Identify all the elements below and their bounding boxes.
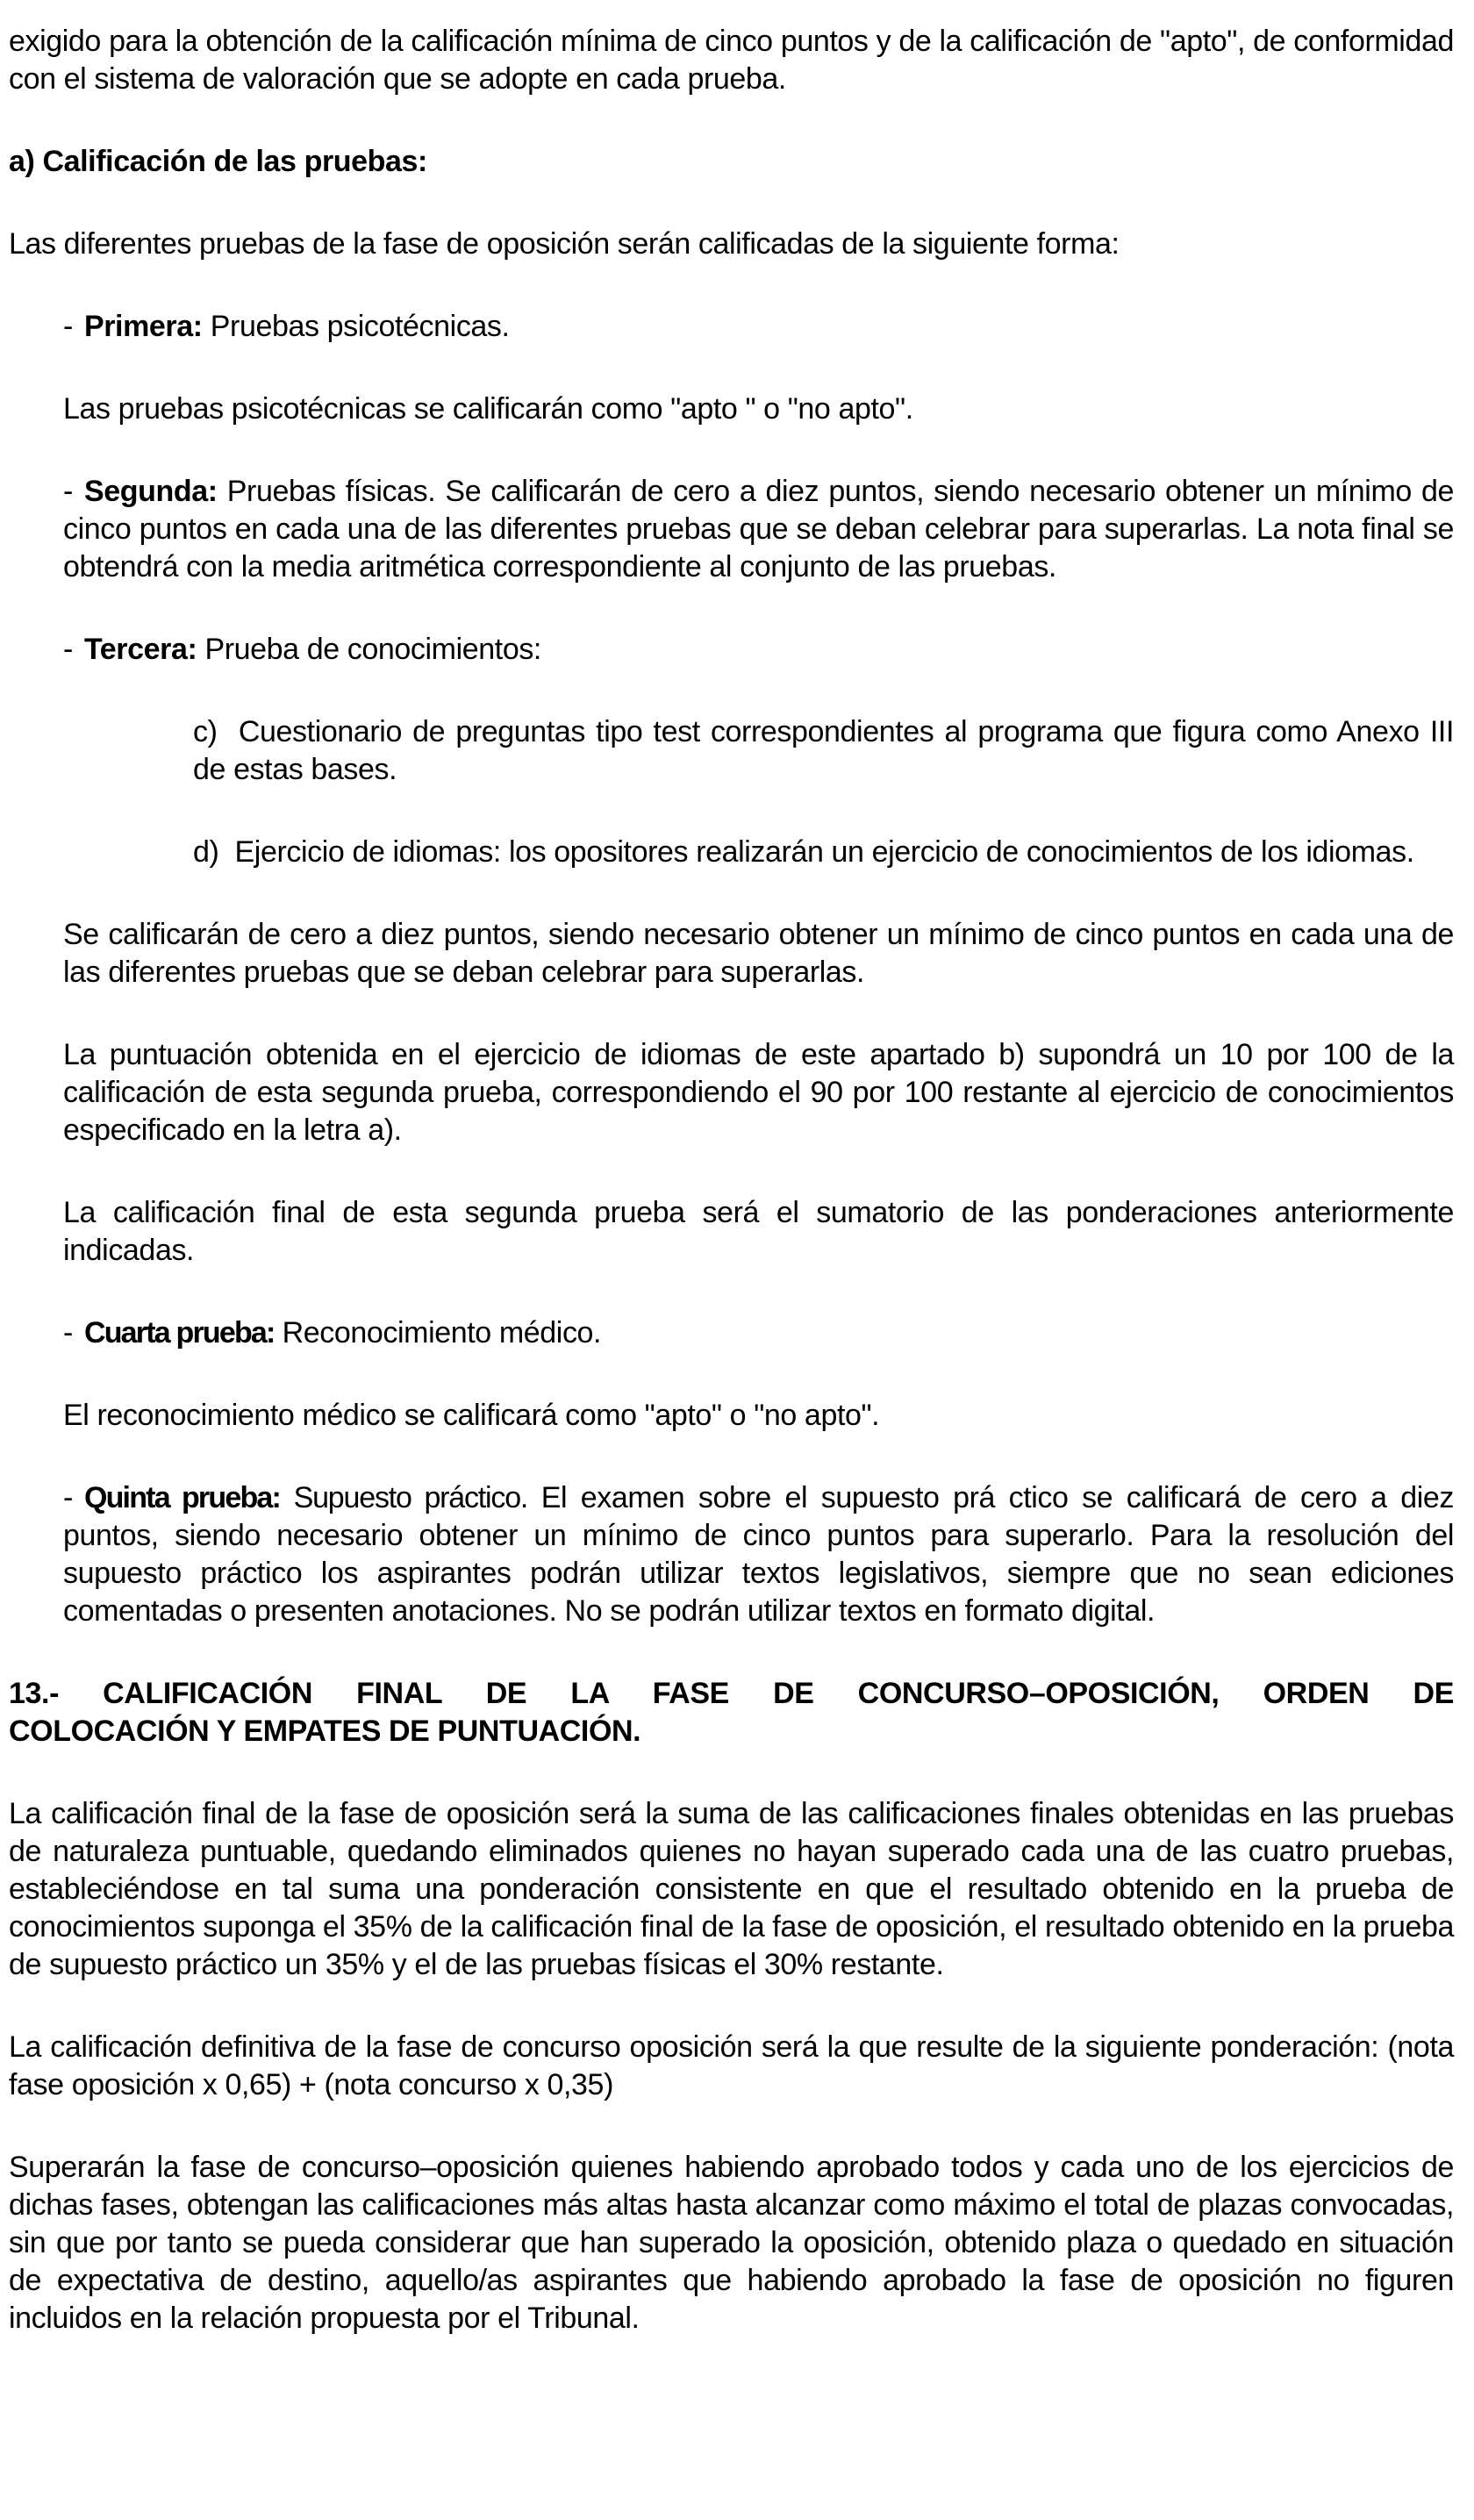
list-narrow-text: Supuesto práctico. (293, 1481, 528, 1514)
list-lead: Quinta prueba: (83, 1481, 281, 1514)
section-heading: a) Calificación de las pruebas: (9, 145, 427, 178)
list-dash: - (63, 633, 73, 666)
paragraph: d) Ejercicio de idiomas: los opositores realizarán un ejercicio de conocimientos de los idiomas. (193, 835, 1414, 869)
list-dash: - (63, 475, 73, 508)
list-dash: - (63, 310, 73, 343)
section-heading (9, 1675, 1454, 1750)
document-content (9, 23, 1454, 2337)
heading-line: 13.- CALIFICACIÓN FINAL DE LA FASE DE CONCURSO–OPOSICIÓN, ORDEN DE (9, 1677, 1454, 1710)
list-lead: Primera: (83, 310, 203, 343)
list-item (9, 473, 1454, 586)
list-lead: Cuarta prueba: (83, 1316, 275, 1349)
paragraph: El reconocimiento médico se calificará como "apto" o "no apto". (63, 1399, 880, 1432)
paragraph: c) Cuestionario de preguntas tipo test correspondientes al programa que figura como Anexo III de estas bases. (193, 715, 1454, 786)
paragraph: Las diferentes pruebas de la fase de oposición serán calificadas de la siguiente forma: (9, 227, 1120, 261)
paragraph: Las pruebas psicotécnicas se calificarán como "apto " o "no apto". (63, 392, 913, 426)
list-item (9, 308, 1454, 346)
list-dash: - (63, 1316, 73, 1349)
list-lead: Segunda: (83, 475, 218, 508)
list-item (9, 631, 1454, 669)
paragraph: Se calificarán de cero a diez puntos, siendo necesario obtener un mínimo de cinco puntos en cada una de las diferentes pruebas que se deban celebrar para superarlas. (63, 918, 1454, 989)
list-item (9, 1314, 1454, 1352)
paragraph: La calificación final de la fase de oposición será la suma de las calificaciones finales obtenidas en las pruebas de naturaleza puntuable, quedando eliminados quienes no hayan superado cada una de las cuatro pruebas, estableciéndose en tal suma una ponderación consistente en que el resultado obtenido en la prueba de conocimientos suponga el 35% de la calificación final de la fase de oposición, el resultado obtenido en la prueba de supuesto práctico un 35% y el de las pruebas físicas el 30% restante. (9, 1797, 1454, 1981)
heading-line: COLOCACIÓN Y EMPATES DE PUNTUACIÓN. (9, 1715, 641, 1748)
list-text: Prueba de conocimientos: (204, 633, 541, 666)
list-lead: Tercera: (83, 633, 197, 666)
paragraph: La puntuación obtenida en el ejercicio de idiomas de este apartado b) supondrá un 10 por 100 de la calificación de esta segunda prueba, correspondiendo el 90 por 100 restante al ejercicio de conocimientos especificado en la letra a). (63, 1038, 1454, 1147)
paragraph: La calificación definitiva de la fase de concurso oposición será la que resulte de la siguiente ponderación: (nota fase oposición x 0,65) + (nota concurso x 0,35) (9, 2030, 1454, 2101)
paragraph: La calificación final de esta segunda prueba será el sumatorio de las ponderaciones anteriormente indicadas. (63, 1196, 1454, 1267)
list-text: Pruebas psicotécnicas. (210, 310, 510, 343)
list-item (9, 1479, 1454, 1630)
list-text: Reconocimiento médico. (282, 1316, 602, 1349)
list-text: El examen sobre el supuesto prá ctico se calificará de cero a diez puntos, siendo necesario obtener un mínimo de cinco puntos para superarlo. Para la resolución del supuesto práctico los aspirantes podrán utilizar textos legislativos, siempre que no sean ediciones comentadas o presenten anotaciones. No se podrán utilizar textos en formato digital. (63, 1481, 1455, 1628)
paragraph: exigido para la obtención de la calificación mínima de cinco puntos y de la calificación de "apto", de conformidad con el sistema de valoración que se adopte en cada prueba. (9, 25, 1454, 96)
paragraph: Superarán la fase de concurso–oposición quienes habiendo aprobado todos y cada uno de los ejercicios de dichas fases, obtengan las calificaciones más altas hasta alcanzar como máximo el total de plazas convocadas, sin que por tanto se pueda considerar que han superado la oposición, obtenido plaza o quedado en situación de expectativa de destino, aquello/as aspirantes que habiendo aprobado la fase de oposición no figuren incluidos en la relación propuesta por el Tribunal. (9, 2151, 1454, 2335)
list-dash: - (63, 1481, 73, 1514)
list-text: Pruebas físicas. Se calificarán de cero a diez puntos, siendo necesario obtener un mínimo de cinco puntos en cada una de las diferentes pruebas que se deban celebrar para superarlas. La nota final se obtendrá con la media aritmética correspondiente al conjunto de las pruebas. (63, 475, 1455, 583)
